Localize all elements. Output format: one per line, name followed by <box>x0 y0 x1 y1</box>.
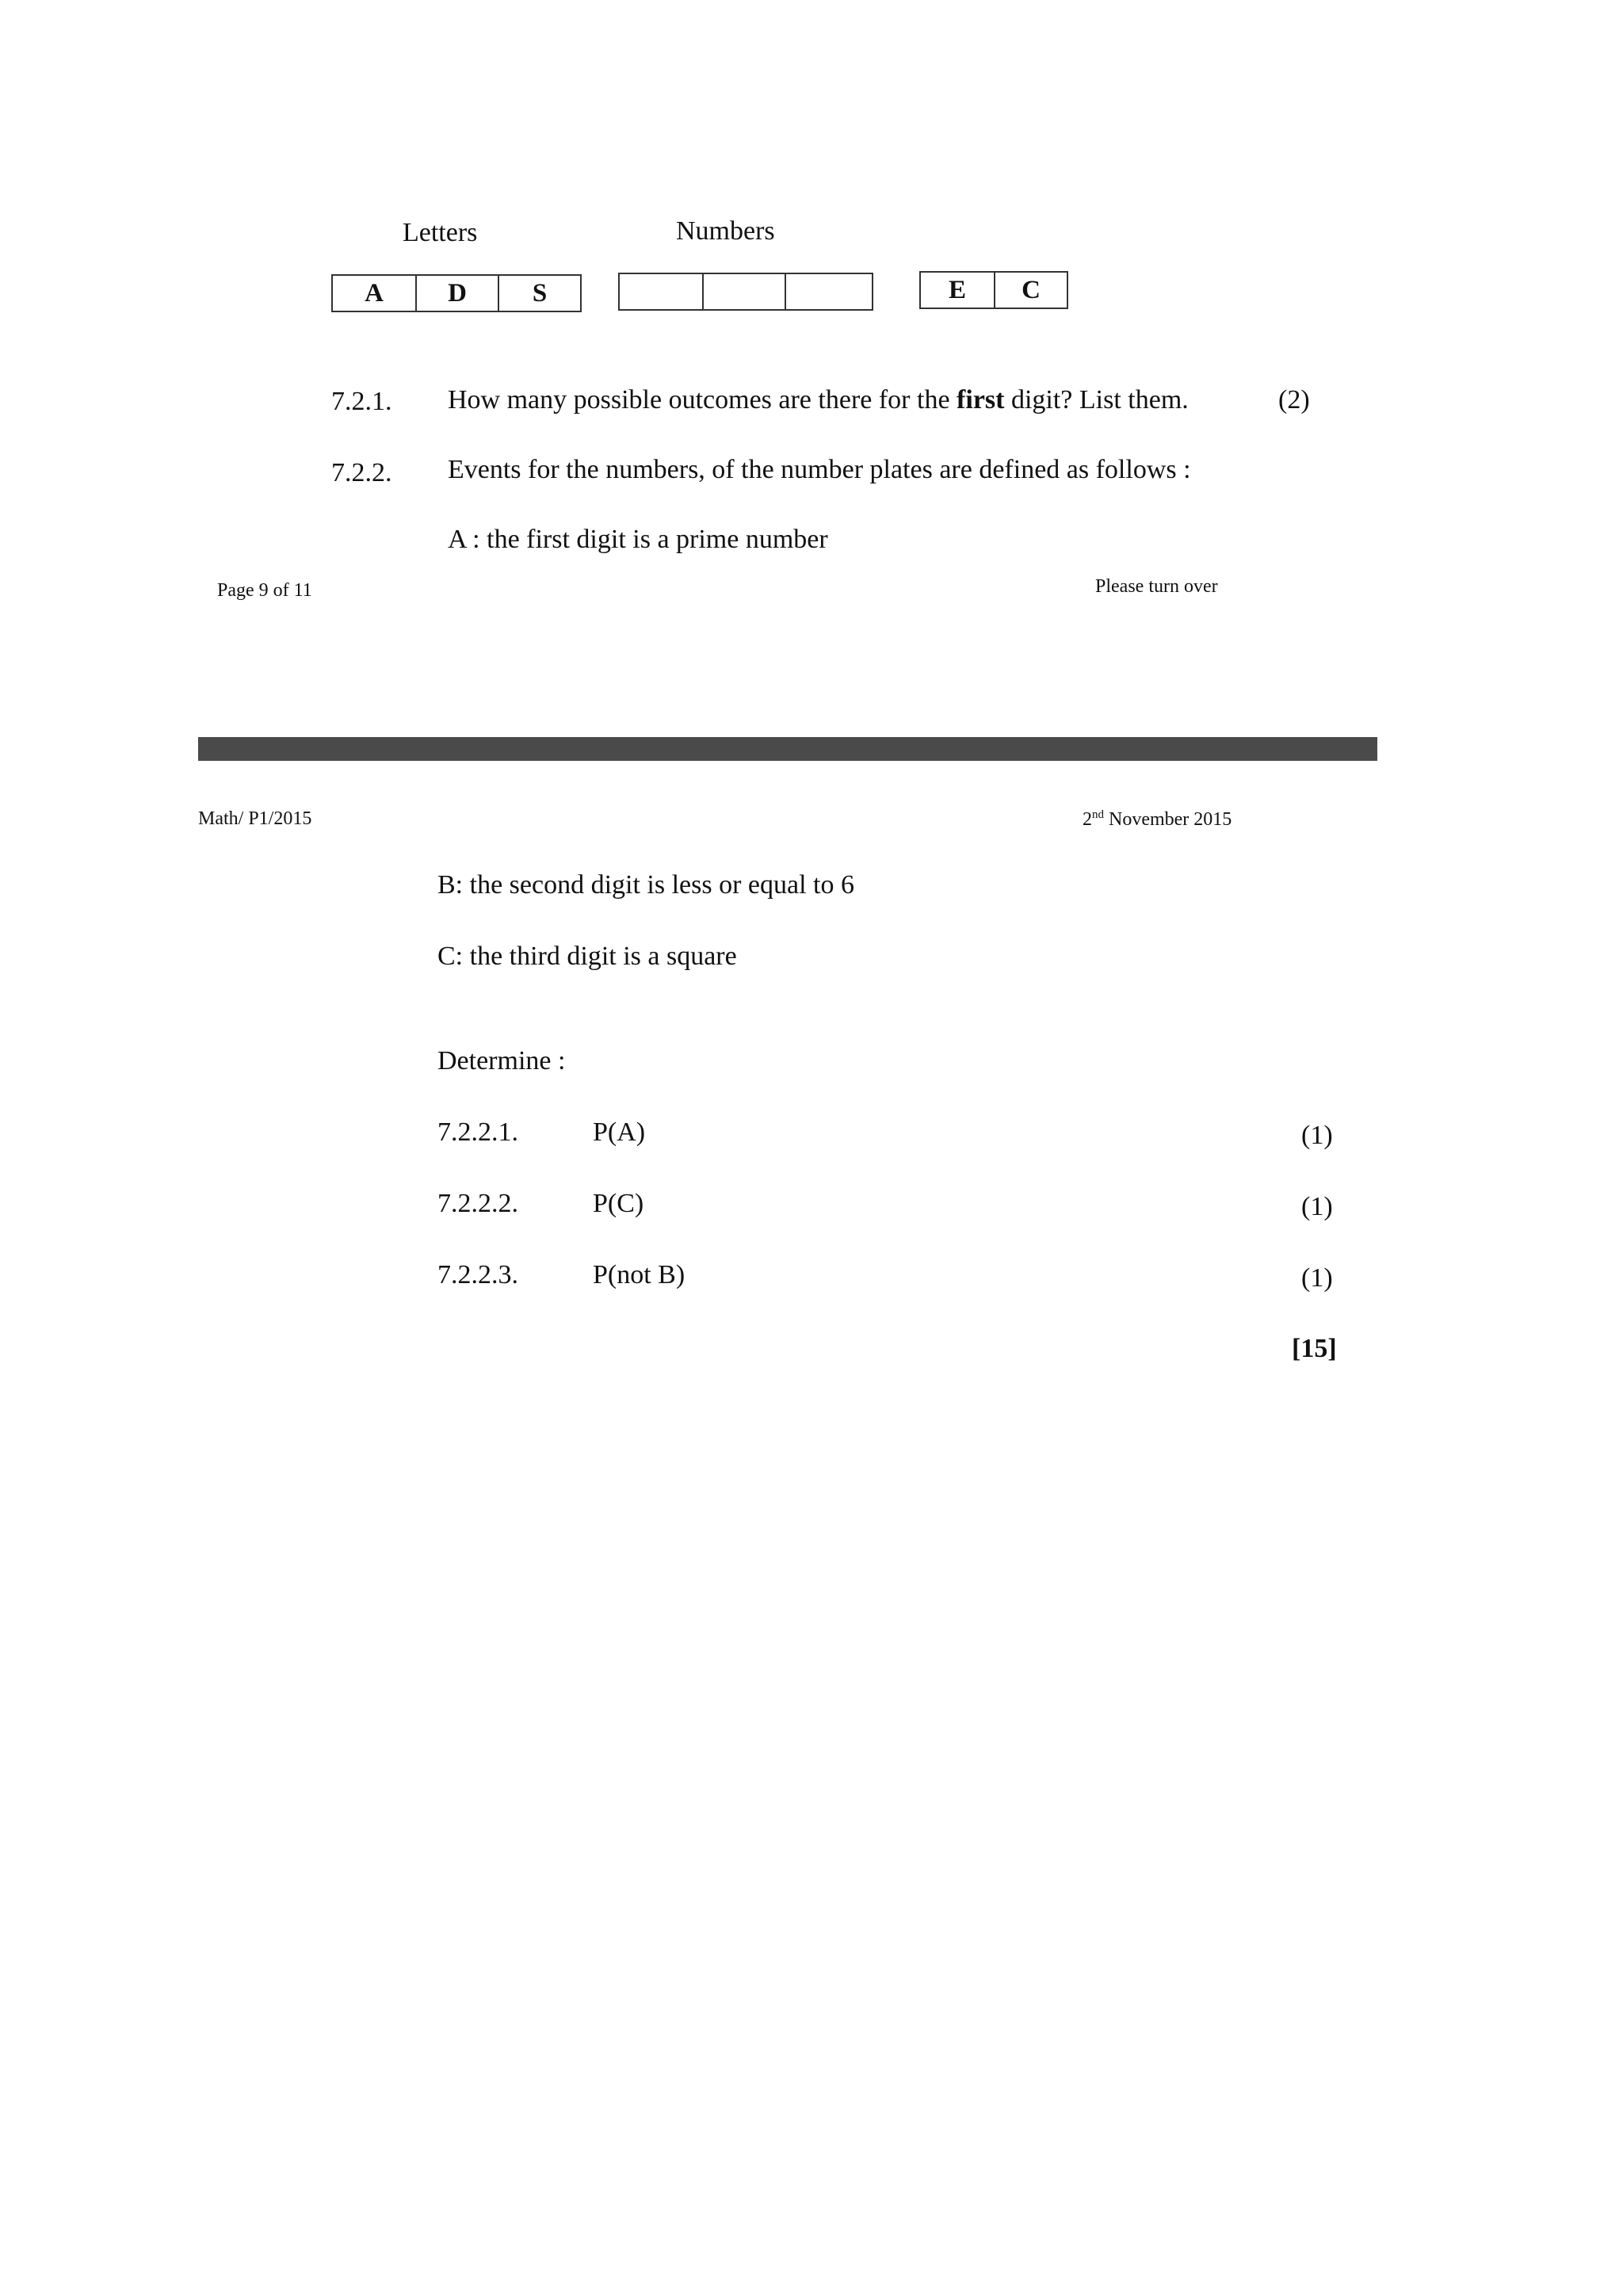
event-c-definition: C: the third digit is a square <box>437 942 737 971</box>
plate-number-boxes <box>618 273 873 311</box>
question-7-2-1-text: How many possible outcomes are there for the first digit? List them. <box>448 385 1189 415</box>
numbers-label: Numbers <box>676 216 775 246</box>
subquestion-text: P(not B) <box>593 1260 685 1289</box>
question-7-2-1-marks: (2) <box>1278 385 1310 415</box>
section-total-marks: [15] <box>1292 1334 1337 1363</box>
emphasis-first: first <box>957 385 1005 415</box>
please-turn-over: Please turn over <box>1095 576 1218 597</box>
plate-number-cell <box>620 274 702 309</box>
subquestion-text: P(C) <box>593 1189 644 1218</box>
plate-letter-cell: S <box>498 276 580 311</box>
plate-number-cell <box>702 274 785 309</box>
page-divider <box>198 737 1377 761</box>
subquestion-number: 7.2.2.3. <box>437 1260 518 1289</box>
event-b-definition: B: the second digit is less or equal to 6 <box>437 870 854 900</box>
plate-suffix-cell: E <box>948 275 966 304</box>
header-date: 2nd November 2015 <box>1083 808 1232 830</box>
plate-number-cell <box>785 274 872 309</box>
header-subject: Math/ P1/2015 <box>198 808 312 829</box>
plate-letters-boxes <box>331 274 582 312</box>
question-7-2-2-text: Events for the numbers, of the number plates are defined as follows : <box>448 455 1191 484</box>
subquestion-number: 7.2.2.1. <box>437 1117 518 1147</box>
page-number: Page 9 of 11 <box>217 580 312 601</box>
question-7-2-2-number: 7.2.2. <box>331 458 392 487</box>
subquestion-marks: (1) <box>1301 1192 1333 1221</box>
plate-suffix-boxes <box>919 271 1068 309</box>
event-a-definition: A : the first digit is a prime number <box>448 525 828 554</box>
letters-label: Letters <box>403 218 478 247</box>
subquestion-text: P(A) <box>593 1117 646 1147</box>
subquestion-marks: (1) <box>1301 1121 1333 1150</box>
subquestion-marks: (1) <box>1301 1263 1333 1293</box>
subquestion-number: 7.2.2.2. <box>437 1189 518 1218</box>
question-7-2-1-number: 7.2.1. <box>331 387 392 416</box>
plate-letter-cell: A <box>365 278 384 308</box>
plate-suffix-cell: C <box>994 273 1067 308</box>
plate-letter-cell: D <box>415 276 498 311</box>
determine-label: Determine : <box>437 1046 566 1075</box>
